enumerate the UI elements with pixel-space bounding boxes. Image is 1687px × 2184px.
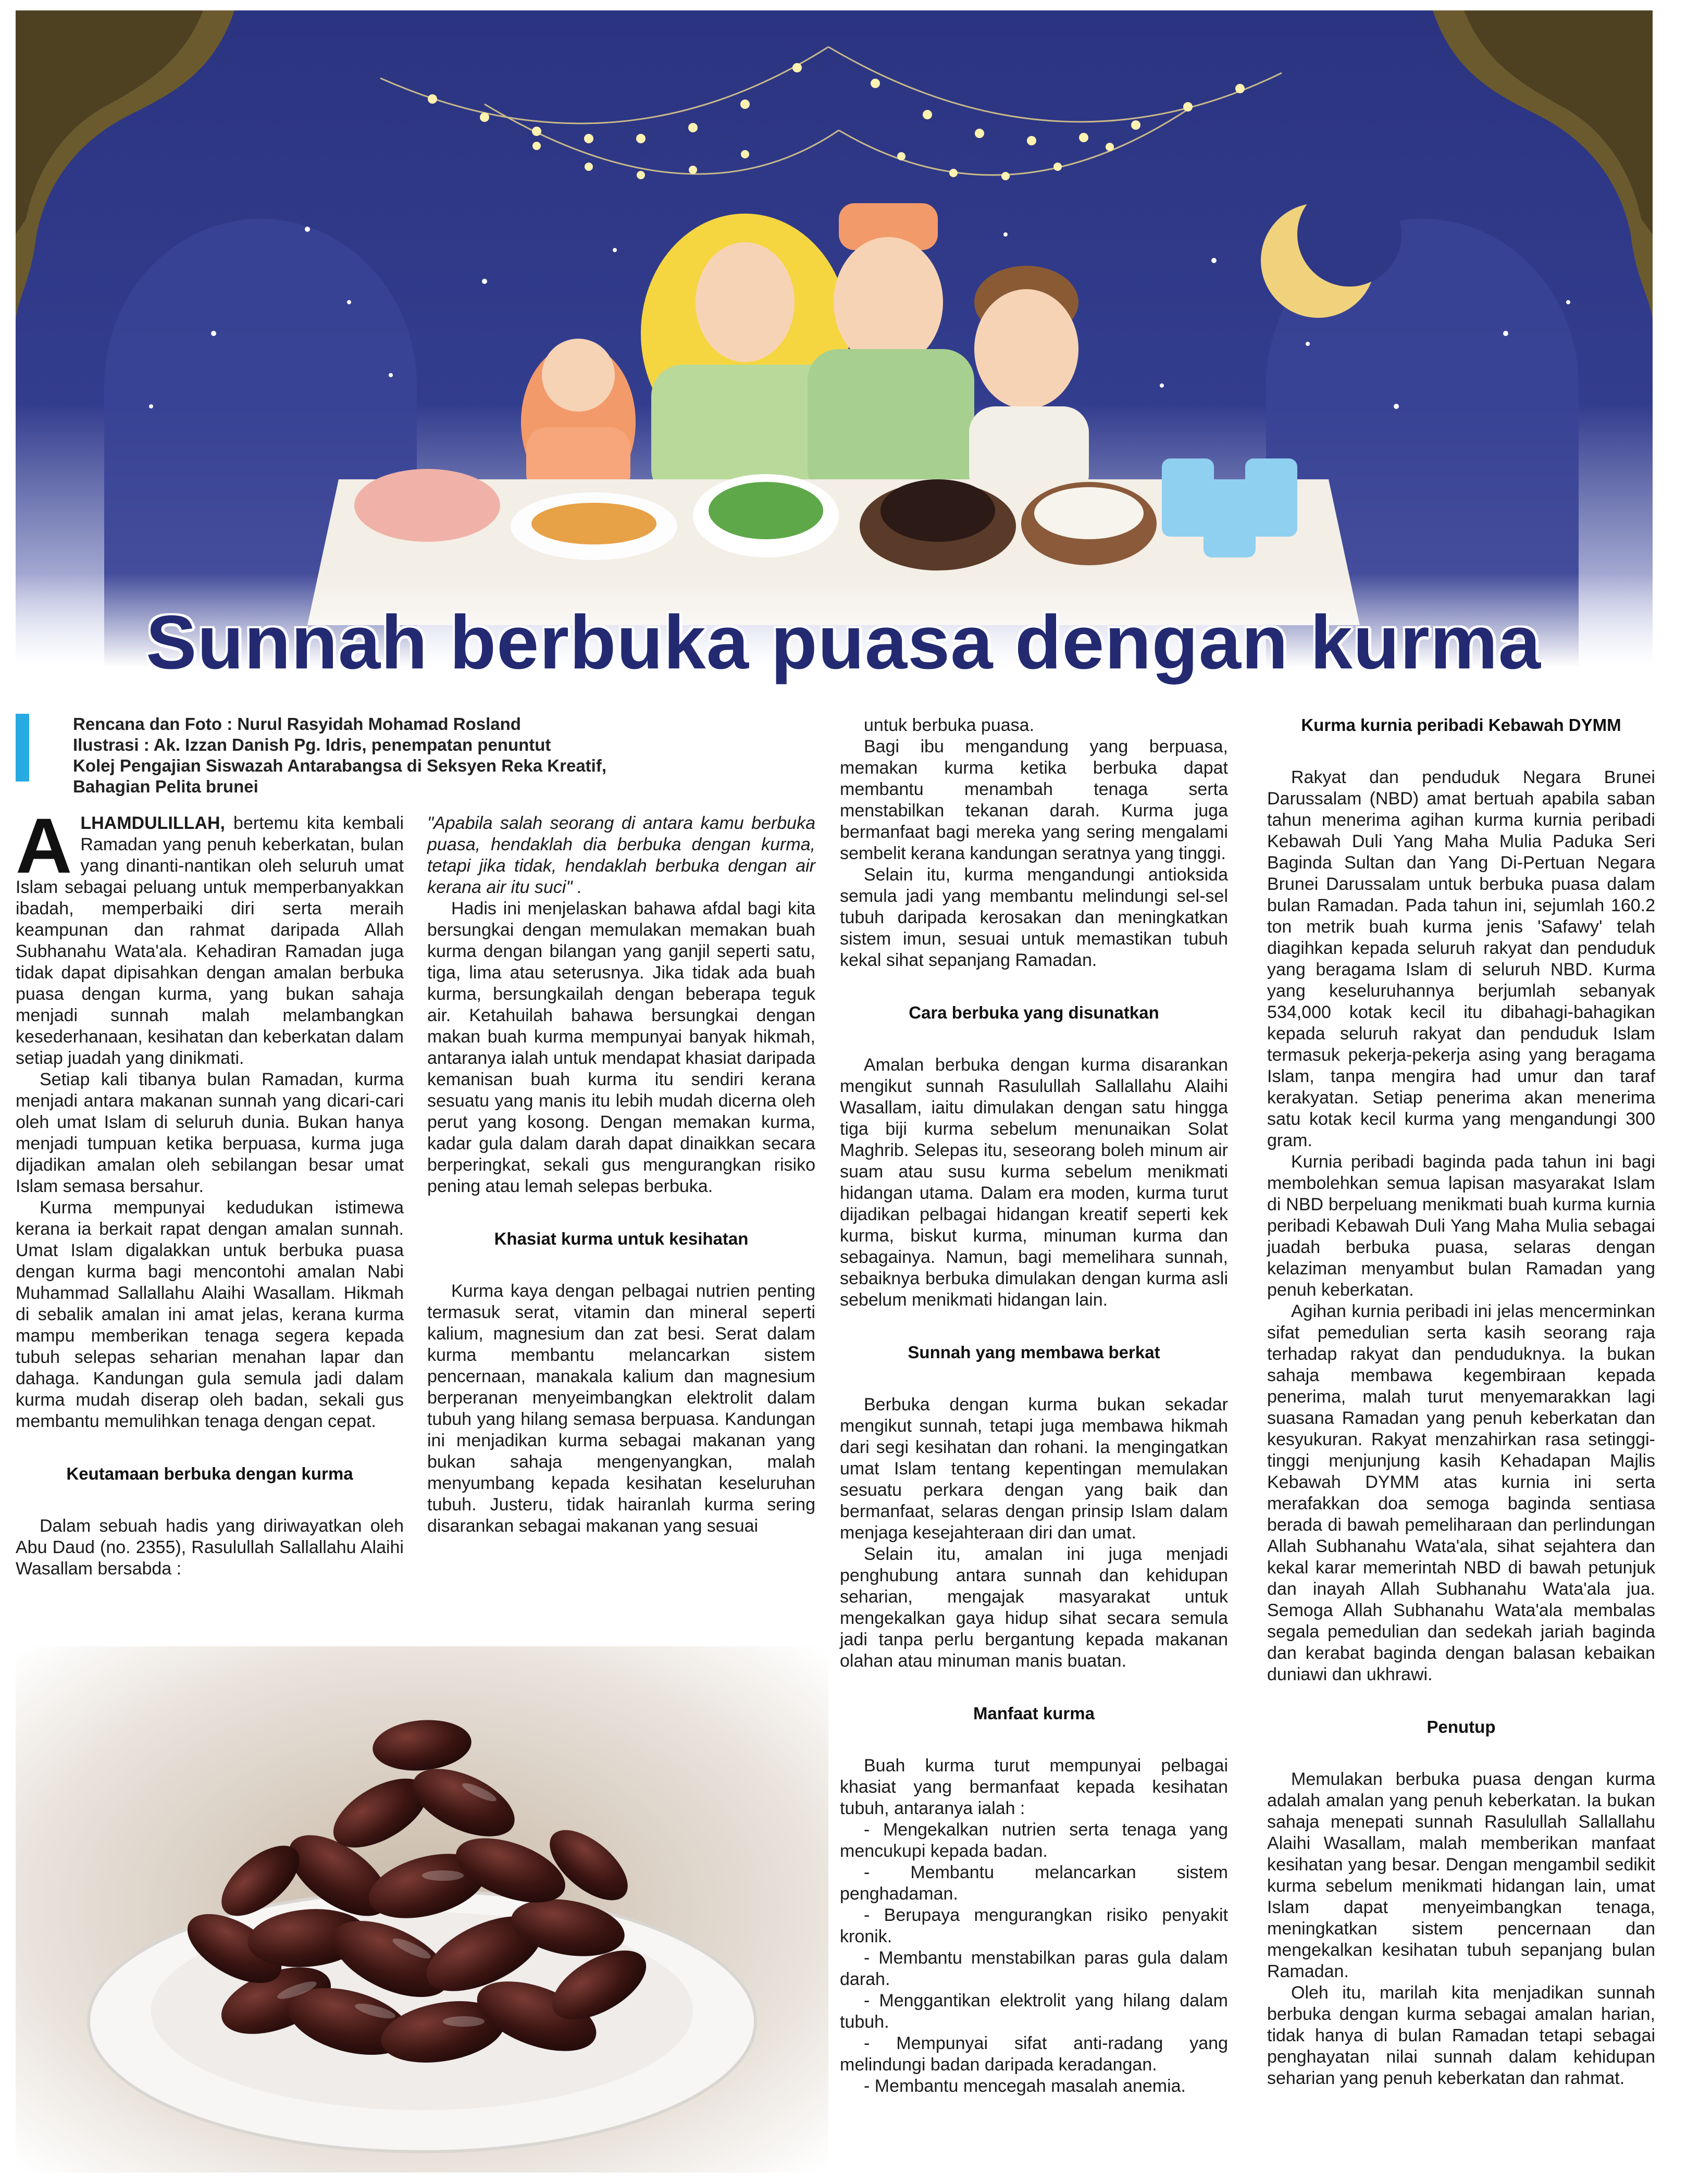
credit-illustrator: Ilustrasi : Ak. Izzan Danish Pg. Idris, penempatan penuntut [73, 735, 551, 754]
subheading-penutup: Penutup [1426, 1717, 1496, 1736]
paragraph: Kurma mempunyai kedudukan istimewa kerana ia berkait rapat dengan amalan sunnah. Umat Islam digalakkan untuk berbuka puasa dengan kurma bagi mencontohi amalan Nabi Muhammad Sallallahu Alaihi Wasallam. Hikmah di sebalik amalan ini amat jelas, kerana kurma mampu memberikan tenaga segera kepada tubuh selepas seharian menahan lapar dan dahaga. Kandungan gula semula jadi dalam kurma mudah diserap oleh badan, sekali gus membantu memulihkan tenaga dengan cepat. [16, 1198, 404, 1431]
list-item: - Membantu mencegah masalah anemia. [864, 2076, 1186, 2096]
credit-author: Rencana dan Foto : Nurul Rasyidah Mohamad Rosland [73, 714, 521, 734]
list-item: - Mempunyai sifat anti-radang yang melindungi badan daripada keradangan. [840, 2033, 1228, 2075]
subheading-manfaat: Manfaat kurma [973, 1704, 1095, 1723]
subheading-sunnah: Sunnah yang membawa berkat [908, 1343, 1160, 1362]
credit-lines [73, 714, 606, 797]
paragraph: Setiap kali tibanya bulan Ramadan, kurma menjadi antara makanan sunnah yang dicari-cari oleh umat Islam di seluruh dunia. Bukan hanya menjadi tumpuan ketika berpuasa, kurma juga dijadikan amalan oleh sebilangan besar umat Islam semasa bersahur. [16, 1070, 404, 1196]
lead-word: LHAMDULILLAH, [80, 813, 225, 833]
subheading-keutamaan: Keutamaan berbuka dengan kurma [66, 1464, 353, 1483]
headline: Sunnah berbuka puasa dengan kurma [146, 600, 1541, 685]
paragraph: Agihan kurnia peribadi ini jelas mencerminkan sifat pemedulian serta kasih seorang raja terhadap rakyat dan penduduknya. Ia bukan sahaja membawa kegembiraan kepada penerima, malah turut menyemarakkan lagi suasana Ramadan yang penuh keberkatan dan kesyukuran. Rakyat menzahirkan rasa setinggi-tinggi menjunjung kasih Kehadapan Majlis Kebawah DYMM atas kurnia ini serta merafakkan doa semoga baginda sentiasa berada di bawah pemeliharaan dan perlindungan Allah Subhanahu Wata'ala, sihat sejahtera dan kekal karar memerintah NBD di bawah petunjuk dan inayah Allah Subhanahu Wata'ala jua. Semoga Allah Subhanahu Wata'ala membalas segala pemedulian dan sedekah jariah baginda dan kerabat baginda dengan balasan kebaikan duniawi dan ukhrawi. [1267, 1301, 1655, 1684]
paragraph: Kurnia peribadi baginda pada tahun ini bagi membolehkan semua lapisan masyarakat Islam di NBD berpeluang menikmati buah kurma kurnia peribadi Kebawah Duli Yang Maha Mulia sebagai juadah berbuka puasa, selaras dengan kelaziman menyambut bulan Ramadan yang penuh keberkatan. [1267, 1152, 1655, 1300]
paragraph: Selain itu, amalan ini juga menjadi penghubung antara sunnah dan kehidupan seharian, mengajak masyarakat untuk mengekalkan gaya hidup sihat secara semula jadi tanpa perlu bergantung kepada makanan olahan atau minuman manis buatan. [840, 1544, 1228, 1671]
plate-of-dates-image [16, 1646, 828, 2173]
list-item: - Berupaya mengurangkan risiko penyakit kronik. [840, 1905, 1228, 1946]
ramadan-family-illustration [16, 10, 1653, 667]
credit-department: Bahagian Pelita brunei [73, 777, 258, 796]
accent-bar [16, 714, 29, 781]
list-item: - Membantu menstabilkan paras gula dalam darah. [840, 1948, 1228, 1989]
article-column-2 [427, 813, 815, 1537]
dates-photo [16, 1646, 828, 2173]
paragraph: Rakyat dan penduduk Negara Brunei Darussalam (NBD) amat bertuah apabila saban tahun menerima agihan kurma kurnia peribadi Kebawah Duli Yang Maha Mulia Paduka Seri Baginda Sultan dan Yang Di-Pertuan Negara Brunei Darussalam untuk berbuka puasa dalam bulan Ramadan. Pada tahun ini, sejumlah 160.2 ton metrik buah kurma jenis 'Safawy' telah diagihkan kepada seluruh rakyat dan penduduk yang beragama Islam di seluruh NBD. Kurma yang keseluruhannya berjumlah sebanyak 534,000 kotak kecil itu dibahagi-bahagikan kepada seluruh rakyat dan penduduk Islam termasuk pekerja-pekerja asing yang beragama Islam, tanpa mengira had umur dan taraf kerakyatan. Setiap penerima akan menerima satu kotak kecil kurma yang mengandungi 300 gram. [1267, 767, 1655, 1150]
intro-paragraph: ALHAMDULILLAH, bertemu kita kembali Ramadan yang penuh keberkatan, bulan yang dinanti-nantikan oleh seluruh umat Islam sebagai peluang untuk memperbanyakkan ibadah, memperbaiki diri serta meraih keampunan dan rahmat daripada Allah Subhanahu Wata'ala. Kehadiran Ramadan juga tidak dapat dipisahkan dengan amalan berbuka puasa dengan kurma, yang bukan sahaja menjadi sunnah malah melambangkan kesederhanaan, kesihatan dan keberkatan dalam setiap juadah yang dinikmati. [16, 802, 404, 1068]
article-column-3 [840, 715, 1228, 2097]
list-item: - Membantu melancarkan sistem penghadaman. [840, 1863, 1228, 1904]
paragraph: Memulakan berbuka puasa dengan kurma adalah amalan yang penuh keberkatan. Ia bukan sahaja menepati sunnah Rasulullah Sallallahu Alaihi Wasallam, malah memberikan manfaat kesihatan yang besar. Dengan mengambil sedikit kurma sebelum menikmati hidangan lain, umat Islam dapat menyeimbangkan tenaga, meningkatkan sistem pencernaan dan mengekalkan kesihatan tubuh sepanjang bulan Ramadan. [1267, 1769, 1655, 1981]
list-item: - Mengekalkan nutrien serta tenaga yang mencukupi kepada badan. [840, 1820, 1228, 1861]
paragraph: untuk berbuka puasa. [864, 715, 1035, 735]
credit-college: Kolej Pengajian Siswazah Antarabangsa di Seksyen Reka Kreatif, [73, 756, 606, 775]
drop-cap: A [16, 802, 72, 889]
subheading-kurnia: Kurma kurnia peribadi Kebawah DYMM [1301, 715, 1621, 735]
paragraph: Amalan berbuka dengan kurma disarankan mengikut sunnah Rasulullah Sallallahu Alaihi Wasallam, iaitu dimulakan dengan satu hingga tiga biji kurma sebelum menunaikan Solat Maghrib. Selepas itu, seseorang boleh minum air suam atau susu kurma sebelum menikmati hidangan utama. Dalam era moden, kurma turut dijadikan pelbagai hidangan kreatif seperti kek kurma, biskut kurma, minuman kurma dan sebagainya. Namun, bagi memelihara sunnah, sebaiknya berbuka dimulakan dengan kurma asli sebelum menikmati hidangan lain. [840, 1055, 1228, 1310]
paragraph: Dalam sebuah hadis yang diriwayatkan oleh Abu Daud (no. 2355), Rasulullah Sallallahu Alaihi Wasallam bersabda : [16, 1516, 404, 1579]
paragraph: Oleh itu, marilah kita menjadikan sunnah berbuka dengan kurma sebagai amalan harian, tidak hanya di bulan Ramadan tetapi sebagai penghayatan nilai sunnah dalam kehidupan seharian yang penuh keberkatan dan rahmat. [1267, 1983, 1655, 2088]
hero-illustration [16, 10, 1653, 667]
article-column-1 [16, 802, 404, 1580]
article-column-4 [1267, 715, 1655, 2089]
subheading-khasiat: Khasiat kurma untuk kesihatan [494, 1229, 749, 1248]
list-item: - Menggantikan elektrolit yang hilang dalam tubuh. [840, 1991, 1228, 2032]
subheading-cara: Cara berbuka yang disunatkan [909, 1003, 1159, 1022]
paragraph: Bagi ibu mengandung yang berpuasa, memakan kurma ketika berbuka dapat membantu menambah tenaga serta menstabilkan tekanan darah. Kurma juga bermanfaat bagi mereka yang sering mengalami sembelit kerana kandungan seratnya yang tinggi. [840, 737, 1228, 863]
paragraph: Hadis ini menjelaskan bahawa afdal bagi kita bersungkai dengan memulakan memakan buah kurma dengan bilangan yang ganjil seperti satu, tiga, lima atau seterusnya. Jika tidak ada buah kurma, bersungkailah dengan beberapa teguk air. Ketahuilah bahawa bersungkai dengan makan buah kurma mempunyai banyak hikmah, antaranya ialah untuk mendapat khasiat daripada kemanisan buah kurma itu sendiri kerana sesuatu yang manis itu lebih mudah dicerna oleh perut yang kosong. Dengan memakan kurma, kadar gula dalam darah dapat dinaikkan secara berperingkat, sekali gus mengurangkan risiko pening atau lemah selepas berbuka. [427, 899, 815, 1196]
paragraph: Berbuka dengan kurma bukan sekadar mengikut sunnah, tetapi juga membawa hikmah dari segi kesihatan dan rohani. Ia mengingatkan umat Islam tentang kepentingan memulakan sesuatu perkara dengan yang baik dan bermanfaat, selaras dengan prinsip Islam dalam menjaga kesejahteraan diri dan umat. [840, 1395, 1228, 1543]
paragraph: Buah kurma turut mempunyai pelbagai khasiat yang bermanfaat kepada kesihatan tubuh, antaranya ialah : [840, 1756, 1228, 1818]
paragraph: Kurma kaya dengan pelbagai nutrien penting termasuk serat, vitamin dan mineral seperti kalium, magnesium dan zat besi. Serat dalam kurma membantu melancarkan sistem pencernaan, manakala kalium dan magnesium berperanan menyeimbangkan elektrolit dalam tubuh yang hilang semasa berpuasa. Kandungan ini menjadikan kurma sebagai makanan yang bukan sahaja mengenyangkan, malah menyumbang kepada kesihatan keseluruhan tubuh. Justeru, tidak hairanlah kurma sering disarankan sebagai makanan yang sesuai [427, 1281, 815, 1536]
paragraph: Selain itu, kurma mengandungi antioksida semula jadi yang membantu melindungi sel-sel tubuh daripada kerosakan dan meningkatkan sistem imun, sesuai untuk memastikan tubuh kekal sihat sepanjang Ramadan. [840, 865, 1228, 970]
hadith-quote: "Apabila salah seorang di antara kamu berbuka puasa, hendaklah dia berbuka dengan kurma, tetapi jika tidak, hendaklah berbuka dengan air kerana air itu suci" . [427, 813, 815, 897]
